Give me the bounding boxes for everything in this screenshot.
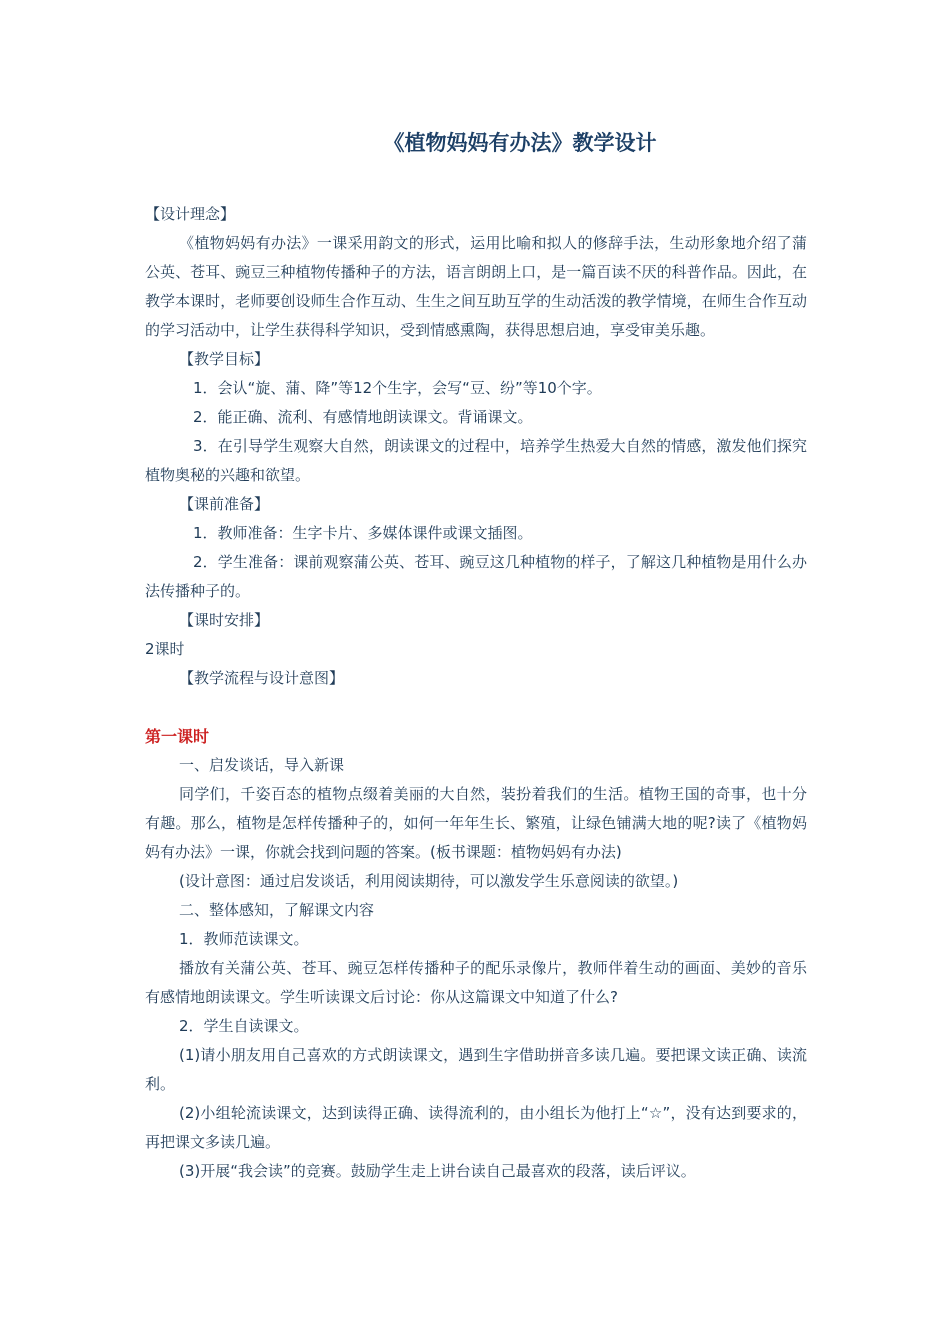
step2-item-1: (1)请小朋友用自己喜欢的方式朗读课文，遇到生字借助拼音多读几遍。要把课文读正确、读流利。 — [145, 1046, 807, 1093]
document-title: 《植物妈妈有办法》教学设计 — [383, 131, 657, 155]
section-heading-2: 二、整体感知，了解课文内容 — [179, 901, 375, 919]
step-heading-1: 1．教师范读课文。 — [179, 930, 309, 948]
heading-goals: 【教学目标】 — [179, 350, 270, 368]
step-heading-2: 2．学生自读课文。 — [179, 1017, 309, 1035]
goal-item-2: 2．能正确、流利、有感情地朗读课文。背诵课文。 — [193, 408, 533, 426]
section-paragraph-1: 同学们，千姿百态的植物点缀着美丽的大自然，装扮着我们的生活。植物王国的奇事，也十分有趣。那么，植物是怎样传播种子的，如何一年年生长、繁殖，让绿色铺满大地的呢?读了《植物妈妈有办法》一课，你就会找到问题的答案。(板书课题：植物妈妈有办法) — [145, 785, 807, 861]
schedule-text: 2课时 — [145, 640, 185, 658]
goal-item-3: 3．在引导学生观察大自然，朗读课文的过程中，培养学生热爱大自然的情感，激发他们探究植物奥秘的兴趣和欲望。 — [145, 437, 807, 484]
step-paragraph-1: 播放有关蒲公英、苍耳、豌豆怎样传播种子的配乐录像片，教师伴着生动的画面、美妙的音乐有感情地朗读课文。学生听读课文后讨论：你从这篇课文中知道了什么? — [145, 959, 807, 1006]
step2-item-2: (2)小组轮流读课文，达到读得正确、读得流利的，由小组长为他打上“☆”，没有达到要求的，再把课文多读几遍。 — [145, 1104, 807, 1151]
preparation-item-2: 2．学生准备：课前观察蒲公英、苍耳、豌豆这几种植物的样子，了解这几种植物是用什么办法传播种子的。 — [145, 553, 807, 600]
spacer — [145, 693, 807, 722]
lesson-title: 第一课时 — [145, 727, 210, 746]
paragraph-design-concept: 《植物妈妈有办法》一课采用韵文的形式，运用比喻和拟人的修辞手法，生动形象地介绍了蒲公英、苍耳、豌豆三种植物传播种子的方法，语言朗朗上口，是一篇百读不厌的科普作品。因此，在教学本课时，老师要创设师生合作互动、生生之间互助互学的生动活泼的教学情境，在师生合作互动的学习活动中，让学生获得科学知识，受到情感熏陶，获得思想启迪，享受审美乐趣。 — [145, 234, 807, 339]
heading-preparation: 【课前准备】 — [179, 495, 270, 513]
document-body — [145, 200, 807, 1186]
section-heading-1: 一、启发谈话，导入新课 — [179, 756, 345, 774]
design-intent-1: (设计意图：通过启发谈话，利用阅读期待，可以激发学生乐意阅读的欲望。) — [179, 872, 679, 890]
step2-item-3: (3)开展“我会读”的竞赛。鼓励学生走上讲台读自己最喜欢的段落，读后评议。 — [179, 1162, 696, 1180]
heading-schedule: 【课时安排】 — [179, 611, 270, 629]
heading-design-concept: 【设计理念】 — [145, 205, 236, 223]
heading-flow: 【教学流程与设计意图】 — [179, 669, 345, 687]
goal-item-1: 1．会认“旋、蒲、降”等12个生字，会写“豆、纷”等10个字。 — [193, 379, 602, 397]
preparation-item-1: 1．教师准备：生字卡片、多媒体课件或课文插图。 — [193, 524, 533, 542]
